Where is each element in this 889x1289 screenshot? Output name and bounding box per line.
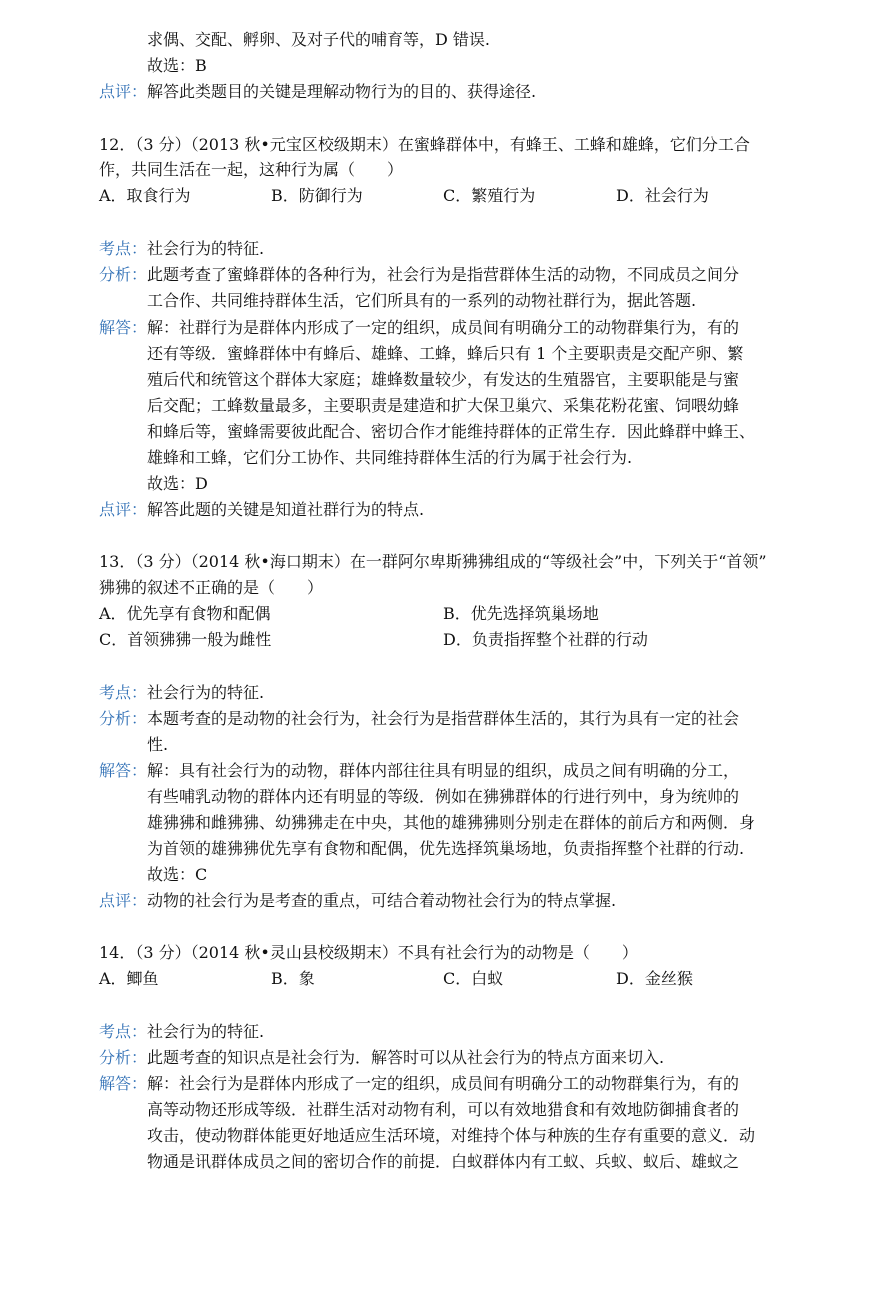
q13-fenxi: 分析：本题考查的是动物的社会行为，社会行为是指营群体生活的，其行为具有一定的社会 [99,709,740,728]
q13-stem-line1: 13．（3 分）（2014 秋•海口期末）在一群阿尔卑斯狒狒组成的“等级社会”中，下列关于“首领” [99,552,767,571]
q14-jieda-line: 高等动物还形成等级．社群生活对动物有利，可以有效地猎食和有效地防御捕食者的 [147,1100,740,1119]
q12-fenxi: 分析：此题考查了蜜蜂群体的各种行为，社会行为是指营群体生活的动物，不同成员之间分 [99,265,740,284]
q12-jieda-line: 殖后代和统管这个群体大家庭；雄蜂数量较少，有发达的生殖器官，主要职能是与蜜 [147,370,740,389]
q13-dianping: 点评：动物的社会行为是考查的重点，可结合着动物社会行为的特点掌握. [99,891,617,910]
q12-option-a: A．取食行为 [99,186,191,205]
q13-jieda: 解答：解：具有社会行为的动物，群体内部往往具有明显的组织，成员之间有明确的分工， [99,761,740,780]
q13-fenxi-line: 性. [147,735,169,754]
comment-label: 点评： [99,82,148,101]
q12-jieda-line: 后交配；工蜂数量最多，主要职责是建造和扩大保卫巢穴、采集花粉花蜜、饲喂幼蜂 [147,396,740,415]
q13-jieda-line: 有些哺乳动物的群体内还有明显的等级．例如在狒狒群体的行进行列中，身为统帅的 [147,787,740,806]
q14-option-c: C．白蚁 [443,969,504,988]
q13-option-d: D．负责指挥整个社群的行动 [443,630,648,649]
q12-option-b: B．防御行为 [271,186,363,205]
q12-fenxi-line: 工合作、共同维持群体生活，它们所具有的一系列的动物社群行为，据此答题. [147,291,697,310]
q12-option-c: C．繁殖行为 [443,186,536,205]
q14-kaodian: 考点：社会行为的特征. [99,1022,265,1041]
q14-jieda-line: 攻击，使动物群体能更好地适应生活环境，对维持个体与种族的生存有重要的意义．动 [147,1126,756,1145]
q14-option-a: A．鲫鱼 [99,969,159,988]
q13-option-c: C．首领狒狒一般为雌性 [99,630,272,649]
q12-stem-line1: 12．（3 分）（2013 秋•元宝区校级期末）在蜜蜂群体中，有蜂王、工蜂和雄蜂，它们分工合 [99,135,750,154]
q12-dianping: 点评：解答此题的关键是知道社群行为的特点. [99,500,425,519]
q14-option-d: D．金丝猴 [616,969,693,988]
q13-option-b: B．优先选择筑巢场地 [443,604,599,623]
q13-jieda-line: 为首领的雄狒狒优先享有食物和配偶，优先选择筑巢场地，负责指挥整个社群的行动. [147,839,745,858]
q12-stem-line2: 作，共同生活在一起，这种行为属（ ） [99,160,404,179]
q13-kaodian: 考点：社会行为的特征. [99,683,265,702]
q13-answer: 故选：C [147,865,208,884]
q13-jieda-line: 雄狒狒和雌狒狒、幼狒狒走在中央，其他的雄狒狒则分别走在群体的前后方和两侧．身 [147,813,756,832]
q12-answer: 故选：D [147,474,208,493]
q14-option-b: B．象 [271,969,315,988]
q13-stem-line2: 狒狒的叙述不正确的是（ ） [99,578,324,597]
prev-answer: 故选：B [147,56,207,75]
q12-option-d: D．社会行为 [616,186,709,205]
q12-jieda: 解答：解：社群行为是群体内形成了一定的组织，成员间有明确分工的动物群集行为，有的 [99,318,740,337]
q14-jieda-line: 物通是讯群体成员之间的密切合作的前提．白蚁群体内有工蚁、兵蚁、蚁后、雄蚁之 [147,1152,740,1171]
q13-option-a: A．优先享有食物和配偶 [99,604,271,623]
q12-jieda-line: 雄蜂和工蜂，它们分工协作、共同维持群体生活的行为属于社会行为. [147,448,633,467]
q14-jieda: 解答：解：社会行为是群体内形成了一定的组织，成员间有明确分工的动物群集行为，有的 [99,1074,740,1093]
q14-fenxi: 分析：此题考查的知识点是社会行为．解答时可以从社会行为的特点方面来切入. [99,1048,665,1067]
q12-jieda-line: 还有等级．蜜蜂群体中有蜂后、雄蜂、工蜂，蜂后只有 1 个主要职责是交配产卵、繁 [147,344,744,363]
q12-jieda-line: 和蜂后等，蜜蜂需要彼此配合、密切合作才能维持群体的正常生存．因此蜂群中蜂王、 [147,422,756,441]
q12-kaodian: 考点：社会行为的特征. [99,239,265,258]
prev-comment: 点评：解答此类题目的关键是理解动物行为的目的、获得途径. [99,82,537,101]
q14-stem-line1: 14．（3 分）（2014 秋•灵山县校级期末）不具有社会行为的动物是（ ） [99,943,638,962]
prev-analysis-line: 求偶、交配、孵卵、及对子代的哺育等，D 错误. [147,30,491,49]
